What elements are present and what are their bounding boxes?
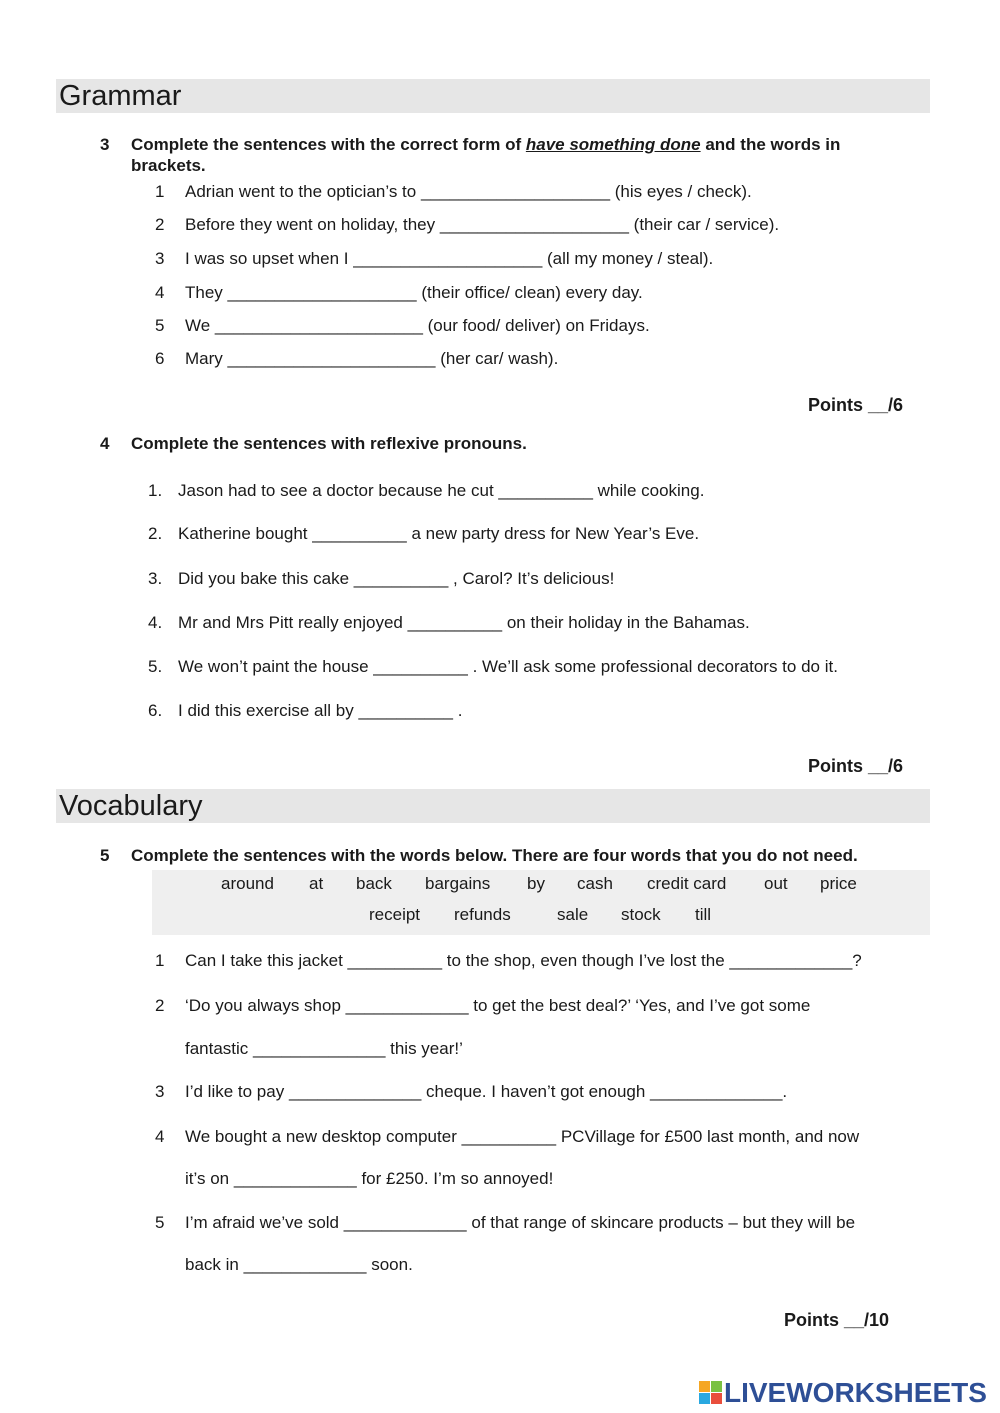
vocabulary-section-header: [56, 789, 930, 823]
item-number: 5: [155, 1213, 165, 1232]
logo-tile: [699, 1393, 710, 1404]
word-bank-word: receipt: [369, 905, 421, 924]
item-text: We ______________________ (our food/ deliver) on Fridays.: [185, 316, 650, 335]
word-bank-word: at: [309, 874, 324, 893]
word-bank-word: by: [527, 874, 545, 893]
item-text: fantastic ______________ this year!’: [185, 1039, 463, 1058]
exercise-5-number: 5: [100, 846, 110, 865]
logo-tile: [699, 1381, 710, 1392]
exercise-3-number: 3: [100, 135, 110, 154]
word-bank-word: cash: [577, 874, 613, 893]
exercise-4-instruction: Complete the sentences with reflexive pronouns.: [131, 434, 527, 453]
item-text: I did this exercise all by __________ .: [178, 701, 463, 720]
exercise-4-points: Points __/6: [808, 756, 904, 776]
item-text: Before they went on holiday, they ____________________ (their car / service).: [185, 215, 780, 234]
item-text: Jason had to see a doctor because he cut __________ while cooking.: [178, 481, 705, 500]
item-number: 1: [155, 182, 165, 201]
item-text: Mary ______________________ (her car/ wash).: [185, 349, 559, 368]
item-text: I was so upset when I ____________________ (all my money / steal).: [185, 249, 714, 268]
logo-text: LIVEWORKSHEETS: [724, 1377, 987, 1408]
logo-tiles-icon: [699, 1381, 723, 1405]
instruction-text: brackets.: [131, 156, 206, 175]
word-bank: [152, 870, 930, 935]
word-bank-word: sale: [557, 905, 589, 924]
item-number: 2: [155, 996, 165, 1015]
exercise-3-points: Points __/6: [808, 395, 904, 415]
word-bank-word: price: [820, 874, 857, 893]
instruction-emphasis: have something done: [525, 135, 701, 154]
instruction-text: Complete the sentences with the correct form of: [131, 135, 526, 154]
vocabulary-title: Vocabulary: [59, 790, 203, 822]
item-text: They ____________________ (their office/ clean) every day.: [185, 283, 643, 302]
item-text: Did you bake this cake __________ , Carol? It’s delicious!: [178, 569, 615, 588]
exercise-5-points: Points __/10: [784, 1310, 890, 1330]
exercise-3-instruction: [131, 134, 840, 176]
item-number: 4: [155, 283, 165, 302]
item-number: 4: [155, 1127, 165, 1146]
word-bank-word: bargains: [425, 874, 491, 893]
item-text: We won’t paint the house __________ . We’ll ask some professional decorators to do it.: [178, 657, 838, 676]
logo-tile: [711, 1381, 722, 1392]
item-text: Can I take this jacket __________ to the shop, even though I’ve lost the _____________?: [185, 951, 862, 970]
grammar-title: Grammar: [59, 80, 182, 112]
item-text: We bought a new desktop computer __________ PCVillage for £500 last month, and now: [185, 1127, 860, 1146]
item-number: 6.: [148, 701, 163, 720]
word-bank-word: credit card: [647, 874, 727, 893]
item-number: 3.: [148, 569, 163, 588]
word-bank-word: till: [695, 905, 712, 924]
instruction-text: and the words in: [700, 135, 841, 154]
word-bank-word: around: [221, 874, 274, 893]
item-number: 3: [155, 1082, 165, 1101]
item-number: 3: [155, 249, 165, 268]
item-text: Adrian went to the optician’s to ____________________ (his eyes / check).: [185, 182, 752, 201]
item-text: it’s on _____________ for £250. I’m so annoyed!: [185, 1169, 554, 1188]
exercise-4-number: 4: [100, 434, 110, 453]
word-bank-word: stock: [621, 905, 661, 924]
word-bank-word: back: [356, 874, 392, 893]
word-bank-word: out: [764, 874, 788, 893]
item-number: 6: [155, 349, 165, 368]
item-text: back in _____________ soon.: [185, 1255, 413, 1274]
item-number: 5.: [148, 657, 163, 676]
item-text: ‘Do you always shop _____________ to get the best deal?’ ‘Yes, and I’ve got some: [185, 996, 811, 1015]
item-number: 1: [155, 951, 165, 970]
word-bank-word: refunds: [454, 905, 511, 924]
item-number: 2.: [148, 524, 163, 543]
item-number: 4.: [148, 613, 163, 632]
item-text: Katherine bought __________ a new party dress for New Year’s Eve.: [178, 524, 700, 543]
item-text: I’d like to pay ______________ cheque. I haven’t got enough ______________.: [185, 1082, 788, 1101]
item-number: 1.: [148, 481, 163, 500]
item-number: 5: [155, 316, 165, 335]
item-number: 2: [155, 215, 165, 234]
grammar-section-header: [56, 79, 930, 113]
item-text: Mr and Mrs Pitt really enjoyed __________ on their holiday in the Bahamas.: [178, 613, 750, 632]
logo-tile: [711, 1393, 722, 1404]
item-text: I’m afraid we’ve sold _____________ of that range of skincare products – but they will be: [185, 1213, 856, 1232]
exercise-5-instruction: Complete the sentences with the words below. There are four words that you do not need.: [131, 846, 858, 865]
